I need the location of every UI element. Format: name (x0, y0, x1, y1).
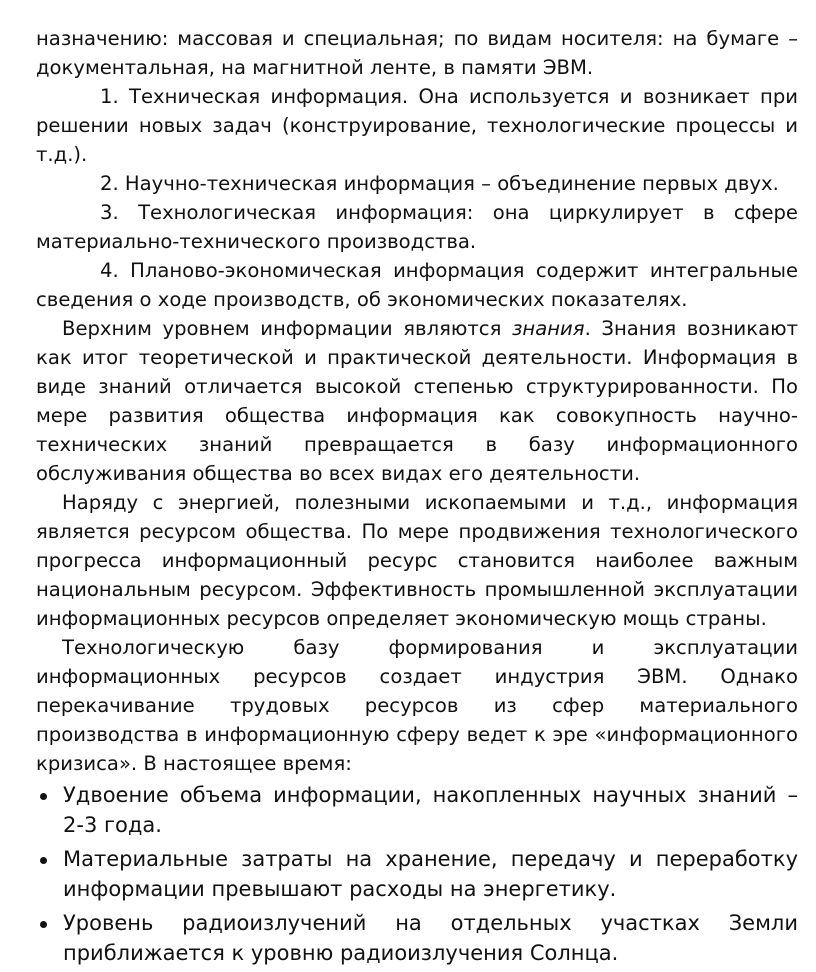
knowledge-paragraph (36, 314, 798, 488)
numbered-item-2: 2. Научно-техническая информация – объединение первых двух. (100, 172, 779, 195)
bullet-dot-icon (40, 921, 47, 928)
numbered-item-3: 3. Технологическая информация: она циркулирует в сфере материально-технического производства. (36, 201, 798, 253)
bullet-dot-icon (40, 793, 47, 800)
document-page (36, 24, 798, 972)
bullet-list (36, 780, 798, 968)
knowledge-paragraph-start: Верхним уровнем информации являются (62, 317, 512, 340)
numbered-item-1: 1. Техническая информация. Она используется и возникает при решении новых задач (конструирование, технологические процессы и т.д.). (36, 85, 798, 166)
bullet-item (36, 844, 798, 904)
continuation-paragraph: назначению: массовая и специальная; по видам носителя: на бумаге – документальная, на магнитной ленте, в памяти ЭВМ. (36, 27, 798, 79)
computers-paragraph: Технологическую базу формирования и эксплуатации информационных ресурсов создает индустрия ЭВМ. Однако перекачивание трудовых ресурсов из сфер материального производства в информационную сферу ведет к эре «информационного кризиса». В настоящее время: (36, 636, 798, 775)
knowledge-paragraph-rest: . Знания возникают как итог теоретической и практической деятельности. Информация в виде знаний отличается высокой степенью структурированности. По мере развития общества информация как совокупность научно-технических знаний превращается в базу информационного обслуживания общества во всех видах его деятельности. (36, 317, 798, 485)
bullet-dot-icon (40, 857, 47, 864)
bullet-text: Материальные затраты на хранение, передачу и переработку информации превышают расходы на энергетику. (63, 847, 798, 901)
bullet-item (36, 780, 798, 840)
bullet-text: Удвоение объема информации, накопленных научных знаний – 2-3 года. (63, 783, 798, 837)
resource-paragraph: Наряду с энергией, полезными ископаемыми и т.д., информация является ресурсом общества. По мере продвижения технологического прогресса информационный ресурс становится наиболее важным национальным ресурсом. Эффективность промышленной эксплуатации информационных ресурсов определяет экономическую мощь страны. (36, 491, 798, 630)
numbered-item-4: 4. Планово-экономическая информация содержит интегральные сведения о ходе производств, об экономических показателях. (36, 259, 798, 311)
bullet-text: Уровень радиоизлучений на отдельных участках Земли приближается к уровню радиоизлучения Солнца. (63, 911, 798, 965)
bullet-item (36, 908, 798, 968)
knowledge-term: знания (511, 317, 585, 340)
